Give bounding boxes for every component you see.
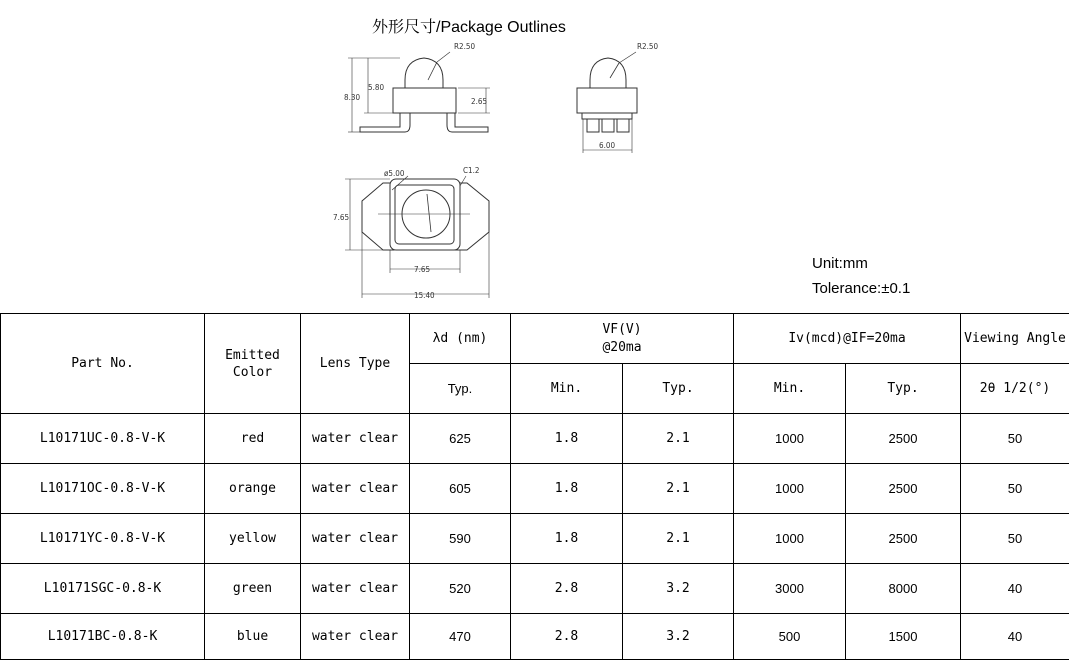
side-view [348, 52, 490, 132]
lens-cell: water clear [301, 614, 410, 660]
color-cell: red [205, 414, 301, 464]
color-cell: blue [205, 614, 301, 660]
lens-cell: water clear [301, 564, 410, 614]
vf-min-cell: 2.8 [511, 564, 623, 614]
spec-table [0, 313, 1069, 660]
table-row [1, 564, 1069, 614]
vf-min-cell: 2.8 [511, 614, 623, 660]
side-overall-height-label: 8.30 [344, 93, 361, 102]
top-view [345, 176, 489, 298]
unit-text: Unit:mm [812, 255, 868, 272]
top-height-label: 7.65 [333, 213, 350, 222]
wavelength-cell: 625 [410, 414, 511, 464]
iv-min-cell: 500 [734, 614, 846, 660]
vf-typ-cell: 2.1 [623, 514, 734, 564]
subheader-angle: 2θ 1/2(°) [961, 364, 1069, 414]
iv-typ-cell: 2500 [846, 414, 961, 464]
vf-typ-cell: 3.2 [623, 564, 734, 614]
wavelength-cell: 470 [410, 614, 511, 660]
side-radius-label: R2.50 [454, 42, 476, 51]
table-row [1, 614, 1069, 660]
vf-min-cell: 1.8 [511, 514, 623, 564]
subheader-iv-typ: Typ. [846, 364, 961, 414]
lens-cell: water clear [301, 514, 410, 564]
part-no-cell: L10171OC-0.8-V-K [1, 464, 205, 514]
iv-typ-cell: 2500 [846, 464, 961, 514]
tolerance-text: Tolerance:±0.1 [812, 280, 911, 297]
iv-typ-cell: 8000 [846, 564, 961, 614]
unit-note [812, 251, 910, 301]
table-row [1, 414, 1069, 464]
table-row [1, 514, 1069, 564]
iv-typ-cell: 1500 [846, 614, 961, 660]
subheader-vf-min: Min. [511, 364, 623, 414]
wavelength-cell: 605 [410, 464, 511, 514]
header-vf [511, 314, 734, 364]
vf-typ-cell: 2.1 [623, 464, 734, 514]
header-wavelength: λd (nm) [410, 314, 511, 364]
iv-min-cell: 1000 [734, 414, 846, 464]
part-no-cell: L10171UC-0.8-V-K [1, 414, 205, 464]
table-row [1, 464, 1069, 514]
angle-cell: 50 [961, 464, 1069, 514]
subheader-wl-typ: Typ. [410, 364, 511, 414]
wavelength-cell: 590 [410, 514, 511, 564]
vf-min-cell: 1.8 [511, 464, 623, 514]
header-vf-line2: @20ma [602, 339, 642, 355]
iv-min-cell: 1000 [734, 464, 846, 514]
header-iv: Iv(mcd)@IF=20ma [734, 314, 961, 364]
color-cell: yellow [205, 514, 301, 564]
side-dome-height-label: 5.80 [368, 83, 385, 92]
front-width-label: 6.00 [599, 141, 616, 150]
angle-cell: 40 [961, 614, 1069, 660]
header-vf-line1: VF(V) [602, 321, 642, 337]
color-cell: orange [205, 464, 301, 514]
lens-cell: water clear [301, 414, 410, 464]
vf-typ-cell: 3.2 [623, 614, 734, 660]
page-title: 外形尺寸/Package Outlines [372, 19, 566, 36]
front-view [577, 52, 637, 153]
angle-cell: 40 [961, 564, 1069, 614]
side-base-height-label: 2.65 [471, 97, 488, 106]
header-lens-type: Lens Type [301, 314, 410, 414]
top-body-width-label: 7.65 [414, 265, 431, 274]
angle-cell: 50 [961, 514, 1069, 564]
header-part-no: Part No. [1, 314, 205, 414]
vf-min-cell: 1.8 [511, 414, 623, 464]
angle-cell: 50 [961, 414, 1069, 464]
header-row [1, 314, 1069, 364]
color-cell: green [205, 564, 301, 614]
top-diameter-label: ø5.00 [384, 169, 405, 178]
wavelength-cell: 520 [410, 564, 511, 614]
front-radius-label: R2.50 [637, 42, 659, 51]
iv-min-cell: 3000 [734, 564, 846, 614]
header-emitted-color: Emitted Color [205, 314, 301, 414]
part-no-cell: L10171YC-0.8-V-K [1, 514, 205, 564]
part-no-cell: L10171BC-0.8-K [1, 614, 205, 660]
part-no-cell: L10171SGC-0.8-K [1, 564, 205, 614]
lens-cell: water clear [301, 464, 410, 514]
subheader-iv-min: Min. [734, 364, 846, 414]
top-chamfer-label: C1.2 [463, 166, 480, 175]
iv-typ-cell: 2500 [846, 514, 961, 564]
subheader-vf-typ: Typ. [623, 364, 734, 414]
top-overall-width-label: 15.40 [414, 291, 435, 300]
iv-min-cell: 1000 [734, 514, 846, 564]
header-viewing-angle: Viewing Angle [961, 314, 1069, 364]
vf-typ-cell: 2.1 [623, 414, 734, 464]
